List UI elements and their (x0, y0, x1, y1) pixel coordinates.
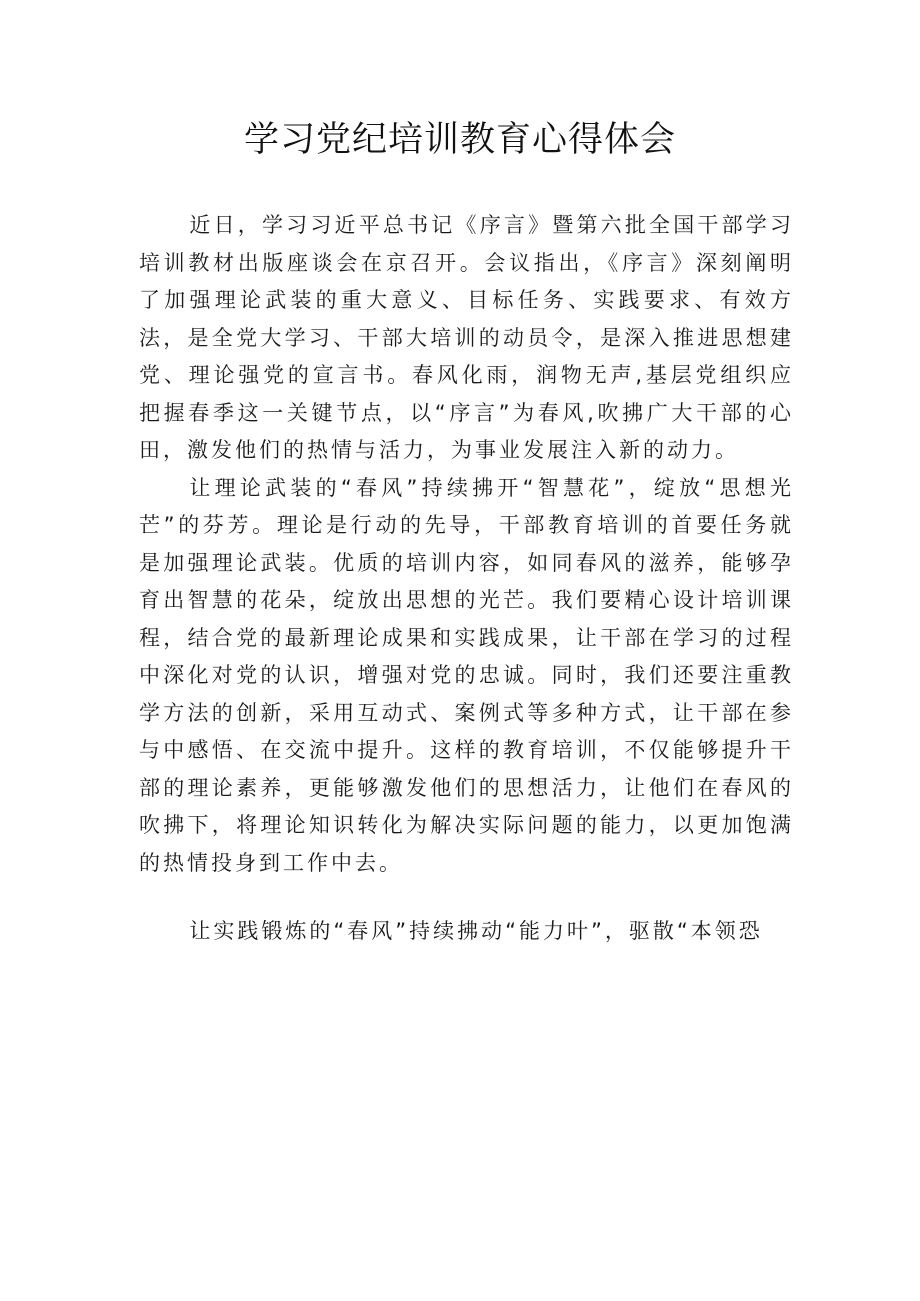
paragraph-theory: 让理论武装的“春风”持续拂开“智慧花”，绽放“思想光芒”的芬芳。理论是行动的先导，干部教育培训的首要任务就是加强理论武装。优质的培训内容，如同春风的滋养，能够孕育出智慧的花朵，绽放出思想的光芒。我们要精心设计培训课程，结合党的最新理论成果和实践成果，让干部在学习的过程中深化对党的认识，增强对党的忠诚。同时，我们还要注重教学方法的创新，采用互动式、案例式等多种方式，让干部在参与中感悟、在交流中提升。这样的教育培训，不仅能够提升干部的理论素养，更能够激发他们的思想活力，让他们在春风的吹拂下，将理论知识转化为解决实际问题的能力，以更加饱满的热情投身到工作中去。 (139, 475, 794, 875)
document-body (139, 207, 794, 951)
paragraph-intro: 近日，学习习近平总书记《序言》暨第六批全国干部学习培训教材出版座谈会在京召开。会议指出，《序言》深刻阐明了加强理论武装的重大意义、目标任务、实践要求、有效方法，是全党大学习、干部大培训的动员令，是深入推进思想建党、理论强党的宣言书。春风化雨，润物无声,基层党组织应把握春季这一关键节点，以“序言”为春风,吹拂广大干部的心田，激发他们的热情与活力，为事业发展注入新的动力。 (139, 213, 794, 462)
paragraph-practice: 让实践锻炼的“春风”持续拂动“能力叶”，驱散“本领恐 (189, 919, 763, 943)
document-title: 学习党纪培训教育心得体会 (243, 120, 676, 160)
